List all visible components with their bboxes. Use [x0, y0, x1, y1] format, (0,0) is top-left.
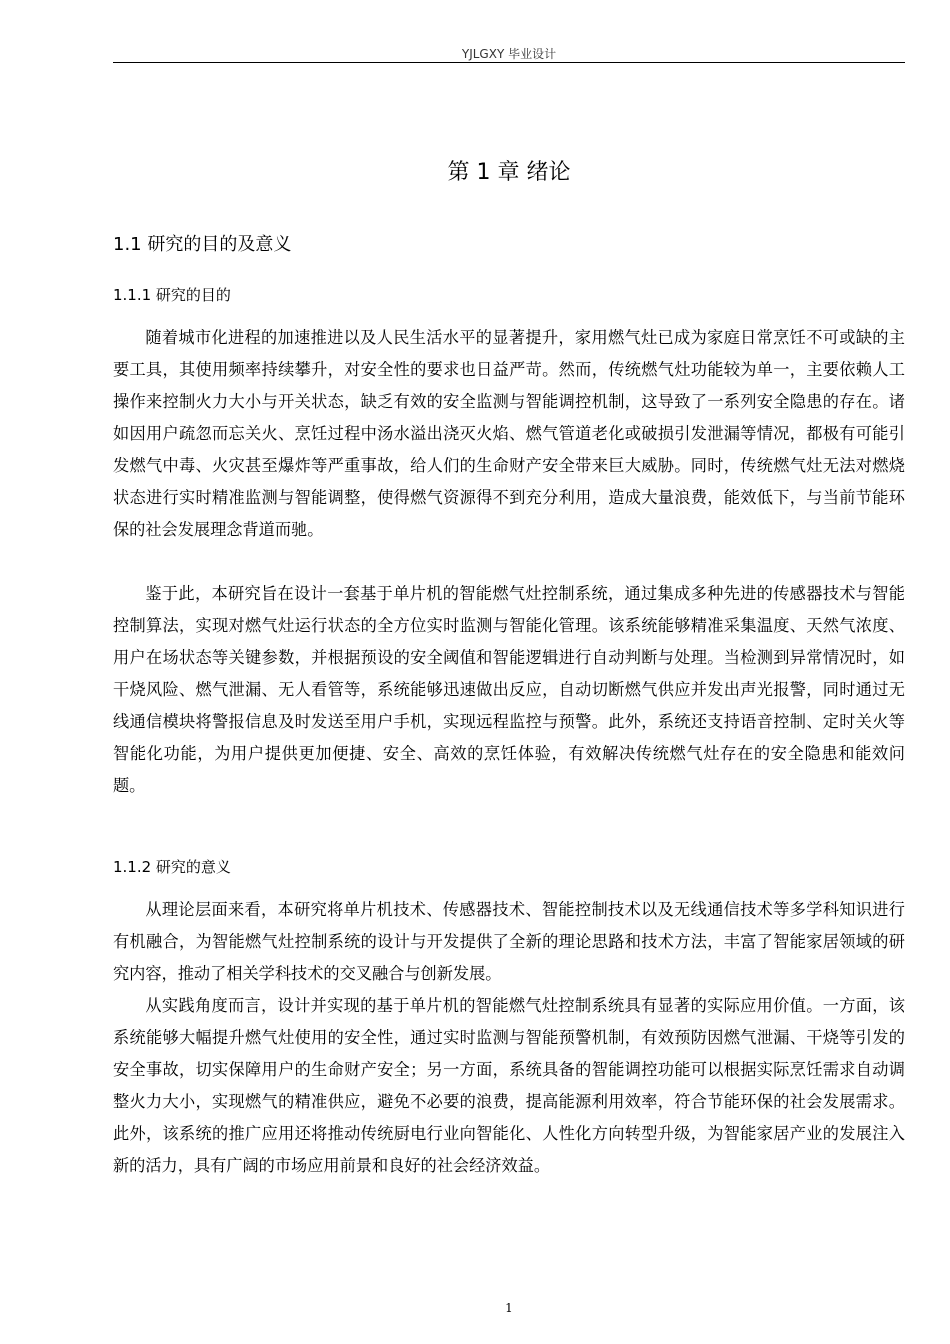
paragraph-purpose-2: 鉴于此，本研究旨在设计一套基于单片机的智能燃气灶控制系统，通过集成多种先进的传感器技术与智能控制算法，实现对燃气灶运行状态的全方位实时监测与智能化管理。该系统能够精准采集温度、天然气浓度、用户在场状态等关键参数，并根据预设的安全阈值和智能逻辑进行自动判断与处理。当检测到异常情况时，如干烧风险、燃气泄漏、无人看管等，系统能够迅速做出反应，自动切断燃气供应并发出声光报警，同时通过无线通信模块将警报信息及时发送至用户手机，实现远程监控与预警。此外，系统还支持语音控制、定时关火等智能化功能，为用户提供更加便捷、安全、高效的烹饪体验，有效解决传统燃气灶存在的安全隐患和能效问题。: [113, 584, 905, 795]
chapter-title: 第 1 章 绪论: [447, 160, 571, 185]
paragraph-purpose-1: 随着城市化进程的加速推进以及人民生活水平的显著提升，家用燃气灶已成为家庭日常烹饪不可或缺的主要工具，其使用频率持续攀升，对安全性的要求也日益严苛。然而，传统燃气灶功能较为单一，主要依赖人工操作来控制火力大小与开关状态，缺乏有效的安全监测与智能调控机制，这导致了一系列安全隐患的存在。诸如因用户疏忽而忘关火、烹饪过程中汤水溢出浇灭火焰、燃气管道老化或破损引发泄漏等情况，都极有可能引发燃气中毒、火灾甚至爆炸等严重事故，给人们的生命财产安全带来巨大威胁。同时，传统燃气灶无法对燃烧状态进行实时精准监测与智能调整，使得燃气资源得不到充分利用，造成大量浪费，能效低下，与当前节能环保的社会发展理念背道而驰。: [113, 328, 905, 539]
paragraph-significance-2: 从实践角度而言，设计并实现的基于单片机的智能燃气灶控制系统具有显著的实际应用价值。一方面，该系统能够大幅提升燃气灶使用的安全性，通过实时监测与智能预警机制，有效预防因燃气泄漏、干烧等引发的安全事故，切实保障用户的生命财产安全；另一方面，系统具备的智能调控功能可以根据实际烹饪需求自动调整火力大小，实现燃气的精准供应，避免不必要的浪费，提高能源利用效率，符合节能环保的社会发展需求。此外，该系统的推广应用还将推动传统厨电行业向智能化、人性化方向转型升级，为智能家居产业的发展注入新的活力，具有广阔的市场应用前景和良好的社会经济效益。: [113, 996, 905, 1175]
page-number: 1: [505, 1301, 513, 1315]
section-heading-1-1-1: 1.1.1 研究的目的: [113, 286, 231, 304]
section-heading-1-1: 1.1 研究的目的及意义: [113, 234, 292, 255]
paragraph-significance-1: 从理论层面来看，本研究将单片机技术、传感器技术、智能控制技术以及无线通信技术等多学科知识进行有机融合，为智能燃气灶控制系统的设计与开发提供了全新的理论思路和技术方法，丰富了智能家居领域的研究内容，推动了相关学科技术的交叉融合与创新发展。: [113, 900, 905, 983]
header-rule: [113, 62, 905, 63]
section-heading-1-1-2: 1.1.2 研究的意义: [113, 858, 231, 876]
page-header: YJLGXY 毕业设计: [461, 47, 557, 61]
